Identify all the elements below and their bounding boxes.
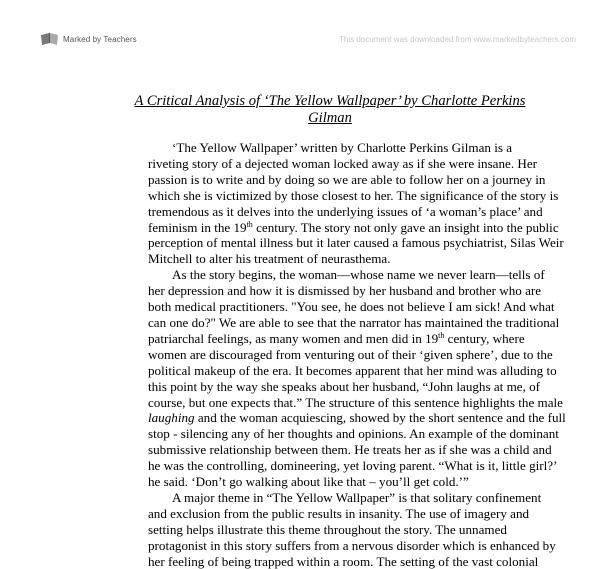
text-line: he was the controlling, domineering, yet loving parent. “What is it, little girl?’ bbox=[148, 458, 558, 474]
text-segment: century. The story not only gave an insight into the public bbox=[252, 219, 559, 235]
text-line: which she is victimized by those closest to her. The significance of the story is bbox=[148, 187, 559, 203]
italic-word: laughing bbox=[148, 410, 195, 426]
text-line: her feeling of being trapped within a room. The setting of the vast colonial bbox=[148, 553, 539, 569]
download-notice: This document was downloaded from www.markedbyteachers.com bbox=[339, 35, 576, 44]
text-line: political makeup of the era. It becomes apparent that her mind was alluding to bbox=[148, 362, 557, 378]
brand-logo[interactable] bbox=[40, 31, 137, 47]
title-line-2: Gilman bbox=[308, 110, 352, 126]
text-line: tremendous as it delves into the underlying issues of ‘a woman’s place’ and bbox=[148, 203, 543, 219]
superscript: th bbox=[438, 330, 445, 340]
page-header bbox=[0, 31, 612, 51]
text-line: can one do?" We are able to see that the narrator has maintained the traditional bbox=[148, 314, 560, 330]
text-line bbox=[148, 331, 608, 347]
text-line: both medical practitioners. "You see, he does not believe I am sick! And what bbox=[148, 299, 555, 315]
document-body bbox=[148, 140, 608, 569]
text-line: women are discouraged from venturing out of their ‘given sphere’, due to the bbox=[148, 346, 553, 362]
text-line: A major theme in “The Yellow Wallpaper” is that solitary confinement bbox=[172, 489, 542, 505]
document-title bbox=[120, 93, 540, 127]
text-segment: century, where bbox=[444, 330, 525, 346]
text-line bbox=[148, 220, 608, 236]
text-line: stop - silencing any of her thoughts and opinions. An example of the dominant bbox=[148, 426, 559, 442]
brand-name: Marked by Teachers bbox=[63, 34, 137, 44]
text-line: her depression and how it is dismissed by her husband and brother who are bbox=[148, 283, 542, 299]
text-line: ‘The Yellow Wallpaper’ written by Charlotte Perkins Gilman is a bbox=[172, 140, 513, 155]
text-line: and exclusion from the public results in insanity. The use of imagery and bbox=[148, 505, 530, 521]
marked-by-teachers-logo-icon bbox=[40, 31, 60, 47]
text-line: perception of mental illness but it later caused a famous psychiatrist, Silas Weir bbox=[148, 235, 564, 251]
text-line: riveting story of a dejected woman locked away as if she were insane. Her bbox=[148, 155, 538, 171]
title-line-1: A Critical Analysis of ‘The Yellow Wallpaper’ by Charlotte Perkins bbox=[134, 93, 526, 109]
text-line: passion is to write and by doing so we are able to follow her on a journey in bbox=[148, 171, 546, 187]
text-line: this point by the way she speaks about her husband, “John laughs at me, of bbox=[148, 378, 541, 394]
text-segment: patriarchal feelings, as many women and men did in 19 bbox=[148, 330, 439, 346]
text-segment: feminism in the 19 bbox=[148, 219, 247, 235]
text-line: Mitchell to alter his treatment of neurasthema. bbox=[148, 251, 391, 267]
text-line: submissive relationship between them. He treats her as if she was a child and bbox=[148, 442, 552, 458]
text-line: As the story begins, the woman—whose name we never learn—tells of bbox=[172, 267, 545, 283]
text-line: he said. ‘Don’t go walking about like that – you’ll get cold.’” bbox=[148, 474, 469, 490]
text-line: course, but one expects that.” The structure of this sentence highlights the male bbox=[148, 394, 563, 410]
text-line bbox=[148, 410, 608, 426]
text-line: protagonist in this story suffers from a nervous disorder which is enhanced by bbox=[148, 537, 556, 553]
text-segment: and the woman acquiescing, showed by the short sentence and the full bbox=[194, 410, 566, 426]
superscript: th bbox=[246, 219, 253, 229]
text-line: setting helps illustrate this theme throughout the story. The unnamed bbox=[148, 521, 507, 537]
